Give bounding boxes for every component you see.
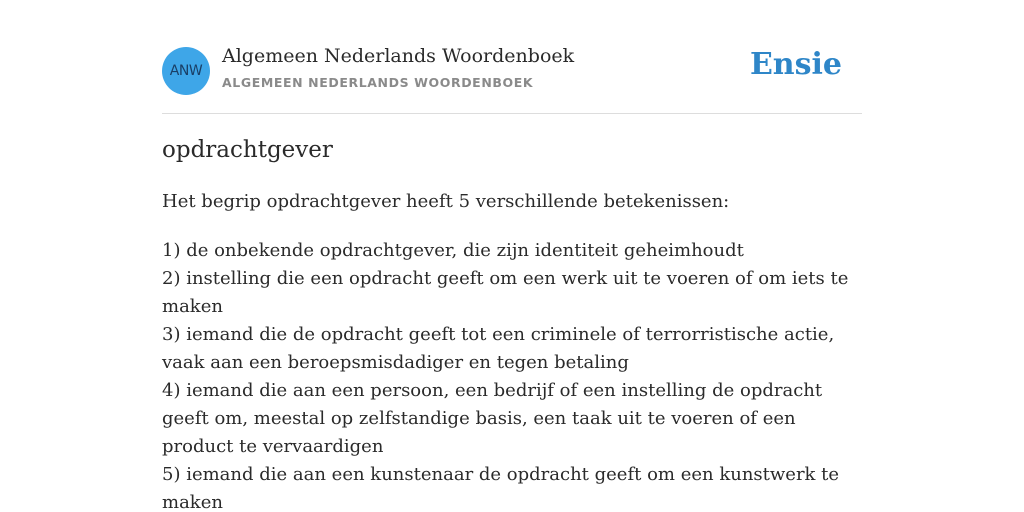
site-title[interactable]: Algemeen Nederlands Woordenboek <box>222 45 575 67</box>
header <box>162 0 862 114</box>
definition-item: 3) iemand die de opdracht geeft tot een criminele of terrorristische actie, vaak aan een beroepsmisdadiger en tegen betaling <box>162 324 835 373</box>
site-subtitle: ALGEMEEN NEDERLANDS WOORDENBOEK <box>222 75 534 90</box>
definition-item: 1) de onbekende opdrachtgever, die zijn identiteit geheimhoudt <box>162 240 744 261</box>
content-container <box>162 0 862 512</box>
definition-item: 2) instelling die een opdracht geeft om een werk uit te voeren of om iets te maken <box>162 268 849 317</box>
anw-logo[interactable] <box>162 47 210 95</box>
entry-intro: Het begrip opdrachtgever heeft 5 verschillende betekenissen: <box>162 191 730 212</box>
anw-logo-text: ANW <box>169 63 203 79</box>
definition-item: 4) iemand die aan een persoon, een bedrijf of een instelling de opdracht geeft om, meestal op zelfstandige basis, een taak uit te voeren of een product te vervaardigen <box>162 380 823 457</box>
definition-list <box>162 237 862 512</box>
ensie-brand-logo[interactable]: Ensie <box>749 47 842 82</box>
definition-item: 5) iemand die aan een kunstenaar de opdracht geeft om een kunstwerk te maken <box>162 464 840 512</box>
entry-term: opdrachtgever <box>162 137 333 163</box>
